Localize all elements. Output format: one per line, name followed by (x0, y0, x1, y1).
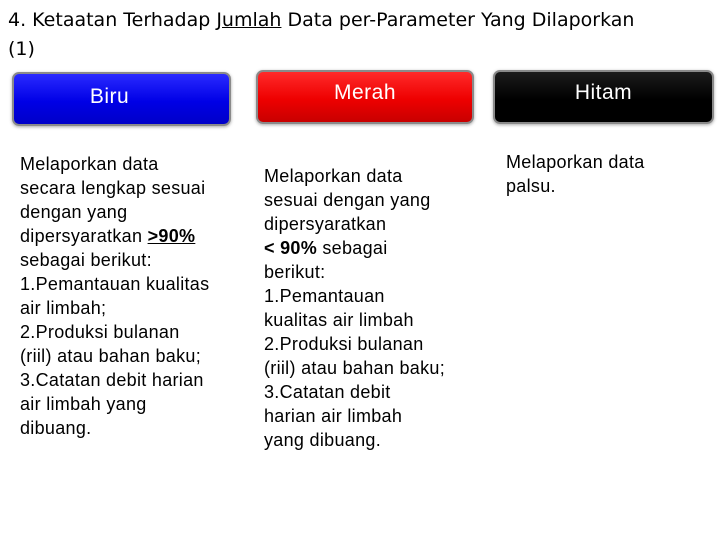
merah-description (264, 164, 445, 452)
biru-line: air limbah yang (20, 394, 147, 414)
merah-line: kualitas air limbah (264, 310, 414, 330)
title-part1: 4. Ketaatan Terhadap (8, 9, 217, 31)
biru-line: air limbah; (20, 298, 107, 318)
title-underlined-word: Jumlah (216, 9, 282, 31)
hitam-button[interactable] (493, 70, 714, 124)
merah-line: 1.Pemantauan (264, 286, 385, 306)
biru-line: secara lengkap sesuai (20, 178, 206, 198)
biru-line: 1.Pemantauan kualitas (20, 274, 210, 294)
title-line2: (1) (8, 38, 35, 60)
merah-line: sebagai (317, 238, 388, 258)
biru-line: 3.Catatan debit harian (20, 370, 204, 390)
merah-line-threshold (264, 236, 445, 260)
hitam-line: Melaporkan data (506, 152, 645, 172)
merah-line: yang dibuang. (264, 430, 381, 450)
biru-line: dibuang. (20, 418, 92, 438)
biru-line: sebagai berikut: (20, 250, 152, 270)
merah-line: 3.Catatan debit (264, 382, 391, 402)
page-title (8, 6, 708, 64)
biru-threshold: >90% (147, 226, 196, 246)
merah-line: Melaporkan data (264, 166, 403, 186)
biru-line-threshold (20, 224, 209, 248)
biru-button[interactable] (12, 72, 231, 126)
merah-button-label: Merah (333, 81, 397, 104)
merah-line: sesuai dengan yang (264, 190, 431, 210)
biru-button-label: Biru (89, 85, 130, 108)
merah-line: berikut: (264, 262, 326, 282)
merah-line: dipersyaratkan (264, 214, 387, 234)
biru-line: 2.Produksi bulanan (20, 322, 180, 342)
merah-line: (riil) atau bahan baku; (264, 358, 446, 378)
biru-line: (riil) atau bahan baku; (20, 346, 202, 366)
hitam-description (506, 150, 645, 198)
merah-button[interactable] (256, 70, 474, 124)
biru-line: Melaporkan data (20, 154, 159, 174)
merah-threshold: < 90% (264, 238, 318, 258)
biru-line: dipersyaratkan (20, 226, 148, 246)
title-part2: Data per-Parameter Yang Dilaporkan (281, 9, 635, 31)
biru-description (20, 152, 209, 440)
hitam-line: palsu. (506, 176, 556, 196)
merah-line: 2.Produksi bulanan (264, 334, 424, 354)
merah-line: harian air limbah (264, 406, 403, 426)
hitam-button-label: Hitam (574, 81, 633, 104)
biru-line: dengan yang (20, 202, 128, 222)
